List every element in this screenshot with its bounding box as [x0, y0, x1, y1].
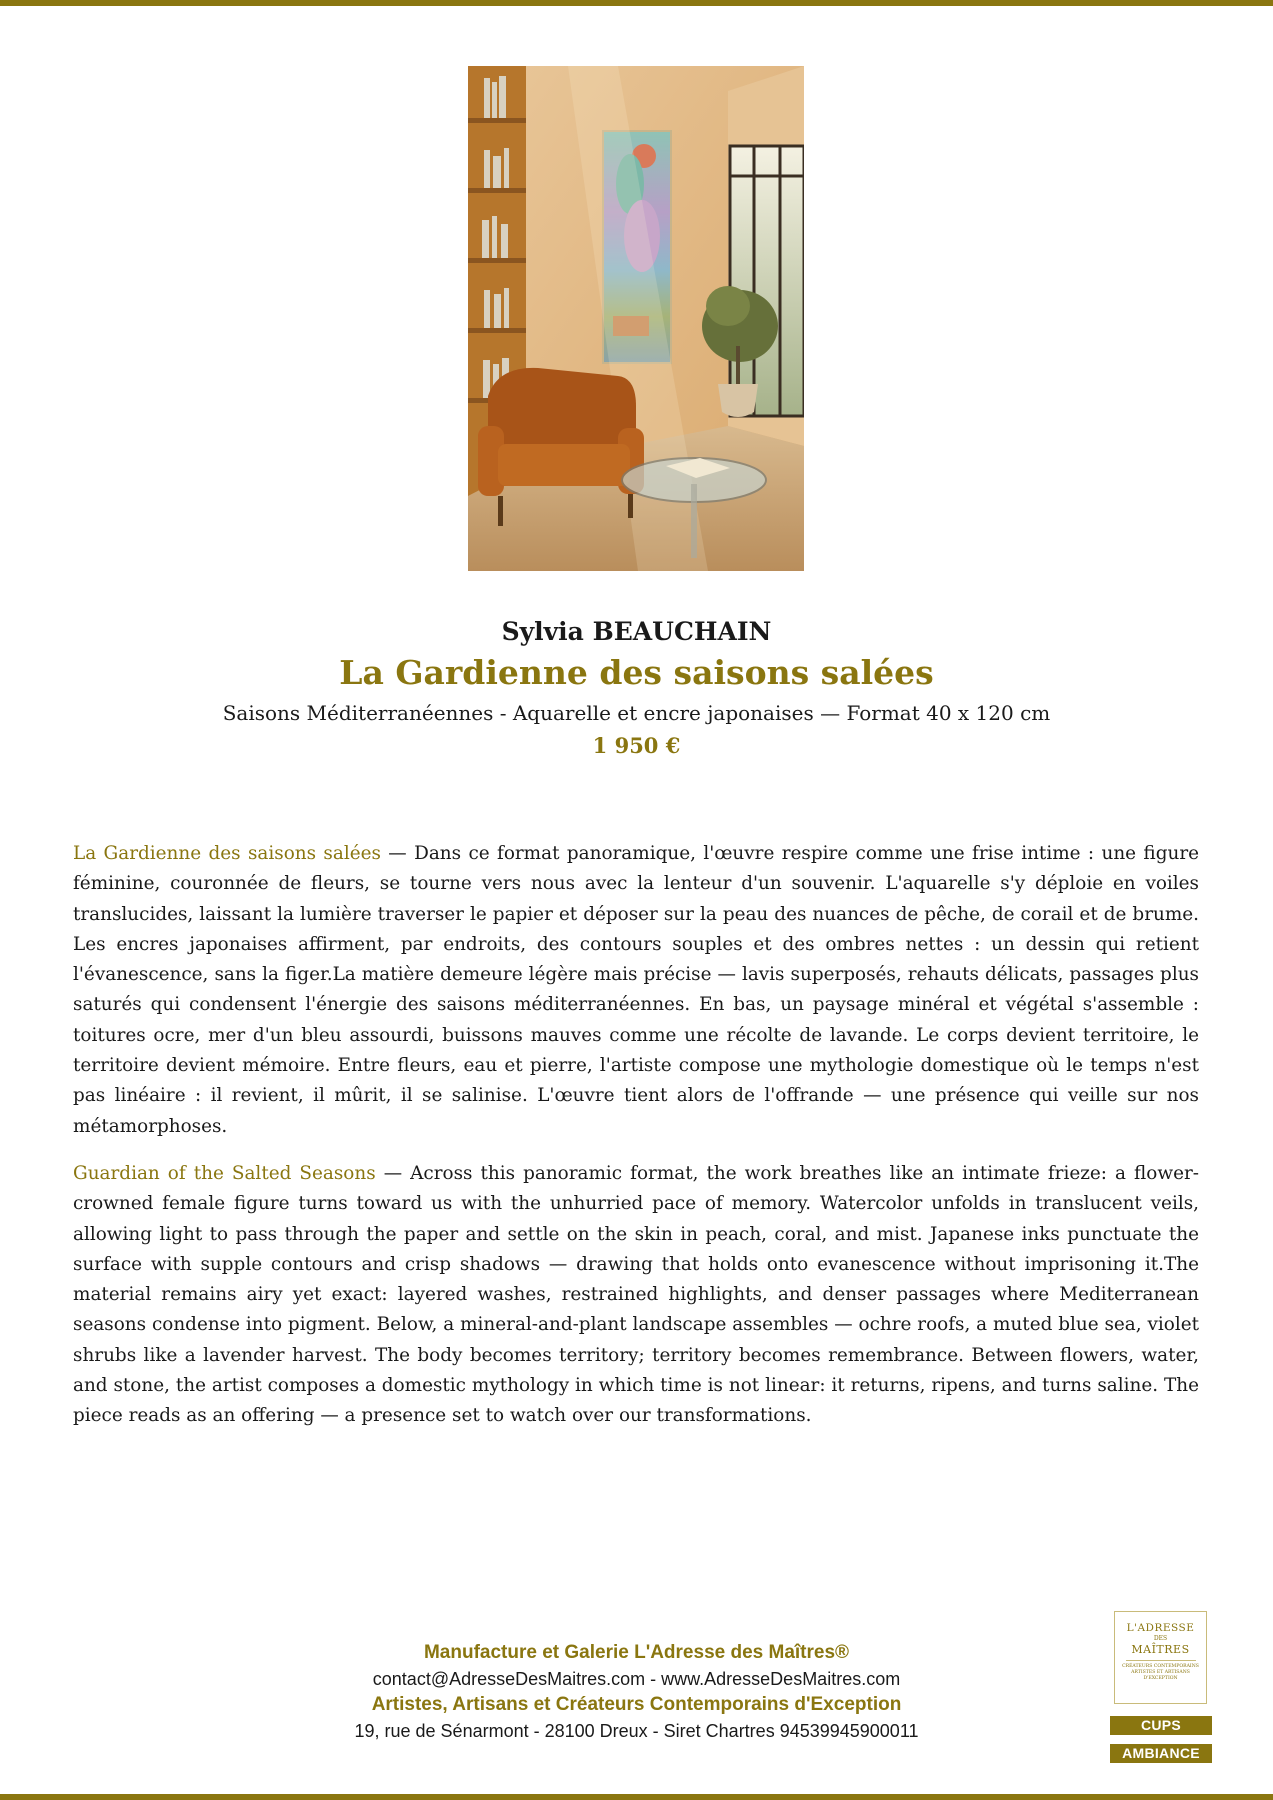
description-english [73, 1159, 1199, 1432]
artwork-subtitle: Saisons Méditerranéennes - Aquarelle et encre japonaises — Format 40 x 120 cm [222, 701, 1051, 725]
logo-line2: DES [1153, 1635, 1168, 1642]
badge-cups: CUPS [1110, 1716, 1212, 1735]
top-border [0, 0, 1273, 6]
description [73, 839, 1199, 1449]
interior-scene [468, 66, 804, 571]
bottom-border [0, 1794, 1273, 1800]
logo-line3: MAÎTRES [1131, 1643, 1190, 1656]
gallery-logo [1114, 1611, 1207, 1704]
logo-line1: L'ADRESSE [1126, 1622, 1195, 1634]
english-text: — Across this panoramic format, the work breathes like an intimate frieze: a flower-crowned female figure turns toward us with the unhurried pace of memory. Watercolor unfolds in translucent veils, allowing light to pass through the paper and settle on the skin in peach, coral, and mist. Japanese inks punctuate the surface with supple contours and crisp shadows — drawing that holds onto evanescence without imprisoning it.The material remains airy yet exact: layered washes, restrained highlights, and denser passages where Mediterranean seasons condense into pigment. Below, a mineral-and-plant landscape assembles — ochre roofs, a muted blue sea, violet shrubs like a lavender harvest. The body becomes territory; territory becomes remembrance. Between flowers, water, and stone, the artist composes a domestic mythology in which time is not linear: it returns, ripens, and turns saline. The piece reads as an offering — a presence set to watch over our transformations. [73, 1162, 1199, 1427]
gallery-contact: contact@AdresseDesMaitres.com - www.AdresseDesMaitres.com [372, 1669, 901, 1689]
french-text: — Dans ce format panoramique, l'œuvre respire comme une frise intime : une figure féminine, couronnée de fleurs, se tourne vers nous avec la lenteur d'un souvenir. L'aquarelle s'y déploie en voiles translucides, laissant la lumière traverser le papier et déposer sur la peau des nuances de pêche, de corail et de brume. Les encres japonaises affirment, par endroits, des contours souples et des ombres nettes : un dessin qui retient l'évanescence, sans la figer.La matière demeure légère mais précise — lavis superposés, rehauts délicats, passages plus saturés qui condensent l'énergie des saisons méditerranéennes. En bas, un paysage minéral et végétal s'assemble : toitures ocre, mer d'un bleu assourdi, buissons mauves comme une récolte de lavande. Le corps devient territoire, le territoire devient mémoire. Entre fleurs, eau et pierre, l'artiste compose une mythologie domestique où le temps n'est pas linéaire : il revient, il mûrit, il se salinise. L'œuvre tient alors de l'offrande — une présence qui veille sur nos métamorphoses. [73, 843, 1199, 1137]
logo-line4: CRÉATEURS CONTEMPORAINS ARTISTES ET ARTISANS D'EXCEPTION [1122, 1664, 1199, 1681]
french-lead: La Gardienne des saisons salées [73, 843, 381, 864]
artwork-title: La Gardienne des saisons salées [339, 653, 934, 692]
english-lead: Guardian of the Salted Seasons [73, 1162, 376, 1184]
badge-ambiance: AMBIANCE [1110, 1744, 1212, 1763]
logo-divider [1126, 1660, 1196, 1661]
gallery-address: 19, rue de Sénarmont - 28100 Dreux - Siret Chartres 94539945900011 [354, 1721, 919, 1741]
footer [0, 1640, 1273, 1744]
artist-name: Sylvia BEAUCHAIN [501, 617, 772, 646]
description-french [73, 839, 1199, 1142]
artwork-price: 1 950 € [592, 733, 681, 758]
artwork-header [0, 614, 1273, 762]
artwork-photo [468, 66, 804, 571]
gallery-tagline: Artistes, Artisans et Créateurs Contemporains d'Exception [371, 1694, 902, 1715]
gallery-name: Manufacture et Galerie L'Adresse des Maîtres® [423, 1642, 850, 1663]
